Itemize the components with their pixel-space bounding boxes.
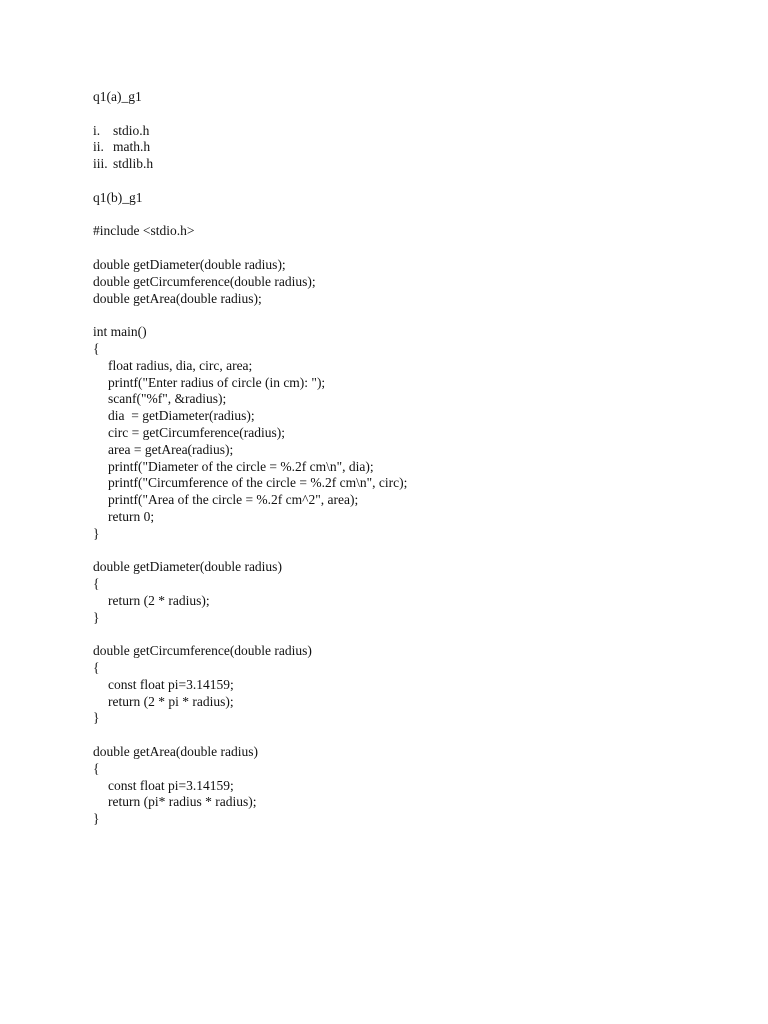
list-text: stdio.h [113, 122, 150, 138]
main-open-brace: { [93, 340, 100, 356]
function-open-brace: { [93, 576, 100, 592]
function-body-line: return (pi* radius * radius); [108, 794, 257, 810]
spacer [93, 173, 733, 190]
spacer [93, 106, 733, 123]
main-body-line: printf("Area of the circle = %.2f cm^2", area); [108, 492, 359, 508]
header-list-item [93, 139, 733, 156]
document-content [93, 89, 733, 828]
function-body-line: const float pi=3.14159; [108, 777, 234, 793]
function-open-brace: { [93, 660, 100, 676]
header-list-item [93, 123, 733, 140]
main-body-line: return 0; [108, 508, 155, 524]
section-a-heading: q1(a)_g1 [93, 89, 142, 104]
spacer [93, 240, 733, 257]
spacer [93, 307, 733, 324]
main-body-line: printf("Enter radius of circle (in cm): "); [108, 374, 326, 390]
function-close-brace: } [93, 710, 100, 726]
main-body-line: printf("Circumference of the circle = %.2f cm\n", circ); [108, 475, 408, 491]
function-close-brace: } [93, 609, 100, 625]
main-body-line: scanf("%f", &radius); [108, 391, 227, 407]
function-signature: double getDiameter(double radius) [93, 559, 282, 575]
main-body-line: circ = getCircumference(radius); [108, 424, 286, 440]
prototype-line: double getCircumference(double radius); [93, 273, 316, 289]
main-body-line: printf("Diameter of the circle = %.2f cm\n", dia); [108, 458, 374, 474]
list-number: ii. [93, 139, 104, 155]
main-body-line: dia = getDiameter(radius); [108, 408, 255, 424]
prototype-line: double getArea(double radius); [93, 290, 262, 306]
main-close-brace: } [93, 525, 100, 541]
main-body-line: area = getArea(radius); [108, 441, 234, 457]
main-body-line: float radius, dia, circ, area; [108, 357, 253, 373]
spacer [93, 627, 733, 644]
function-signature: double getCircumference(double radius) [93, 643, 312, 659]
list-number: i. [93, 122, 101, 138]
list-number: iii. [93, 156, 108, 172]
list-text: math.h [113, 139, 151, 155]
function-body-line: return (2 * radius); [108, 592, 210, 608]
list-text: stdlib.h [113, 156, 154, 172]
function-open-brace: { [93, 760, 100, 776]
prototype-line: double getDiameter(double radius); [93, 256, 286, 272]
function-close-brace: } [93, 811, 100, 827]
spacer [93, 207, 733, 224]
header-list-item [93, 156, 733, 173]
section-b-heading: q1(b)_g1 [93, 189, 143, 205]
spacer [93, 727, 733, 744]
include-directive: #include <stdio.h> [93, 223, 195, 239]
function-body-line: return (2 * pi * radius); [108, 693, 234, 709]
spacer [93, 543, 733, 560]
function-signature: double getArea(double radius) [93, 744, 258, 760]
main-signature: int main() [93, 324, 147, 340]
function-body-line: const float pi=3.14159; [108, 676, 234, 692]
